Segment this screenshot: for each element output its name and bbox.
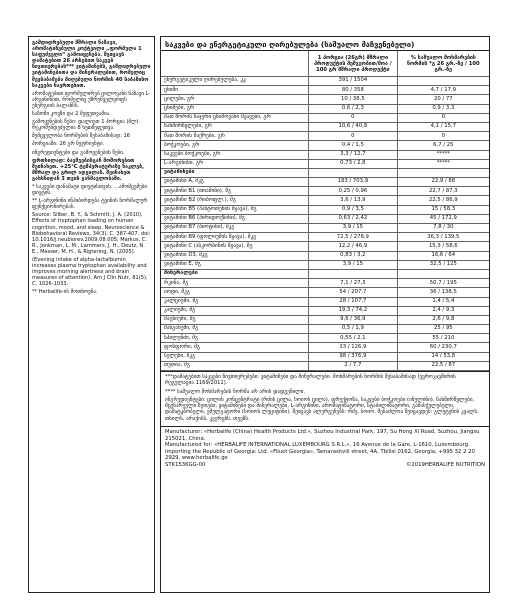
product-code: STK1536GG-00 <box>165 462 206 469</box>
nutrient-name: კალციუმი, მგ <box>161 297 309 306</box>
manufacturer-info <box>161 426 489 471</box>
table-row <box>161 251 489 260</box>
description-paragraph: * საკვები დანამატი დიეტისთვის. ...ამომცემები დიეტის. <box>32 183 147 197</box>
nutrient-name: მათ შორის ნაჯერი ცხიმოვანი მჟავები, გრ <box>161 113 309 122</box>
nutrient-value: 22,9 / 88 <box>397 178 489 187</box>
nutrient-name: ვიტამინი B6 (პირიდოქსინი), მგ <box>161 214 309 223</box>
nutrient-value: 80 / 358 <box>309 86 398 95</box>
table-row <box>161 288 489 297</box>
description-paragraph: ** Herbalife-ის მოთხოვნა. <box>32 289 98 296</box>
nutrient-value: 36 / 138,5 <box>397 288 489 297</box>
nutrient-value: 0,6 / 2,3 <box>309 104 398 113</box>
nutrient-value: ***** <box>397 150 489 159</box>
nutrient-value <box>397 269 489 278</box>
footnote: ***დამატებით საკვები ნივთიერებები: ვიტამინები და მინერალები. მოხმარების ნორმის შესაბამისად (ევროკავშირის რეგულაცია 1169/2011). <box>165 374 456 387</box>
nutrient-value <box>309 168 398 177</box>
description-paragraph: გამდიდრებული მშრალი ნაზავი, არომატიზებული კოქტეილი „ფორმულა 1 საფუძველი“ გამოიყენება. შეიცავს დამატებით 26 არსებით საკვებ ნივთიერებას*** ვიტამინებს, გამდიდრებული ვიტამინებითა და მინერალებით, რომელიც შეესაბამება მიღებული ნორმის 40 საბაზისო საკვები ნაერთებით. <box>32 40 151 89</box>
nutrient-value: 0,5 / 1,9 <box>309 325 398 334</box>
table-row <box>161 178 489 187</box>
manufacturer-line: Manufactured for: «HERBALIFE INTERNATIONAL LUXEMBOURG S.R.L.», 16 Avenue de la Gare, L-1610, Luxembourg. <box>165 442 470 449</box>
nutrient-value: 19,3 / 74,2 <box>309 306 398 315</box>
nutrient-name: მინერალები <box>161 269 309 278</box>
footnotes <box>161 371 489 426</box>
description-paragraph: არომატებით ფორმულირებ ცილოვანი ნაზავი L-არგინინით, რომელიც უზრუნველყოფს ენერგიის ბალანსს. <box>32 90 151 109</box>
description-paragraph: საზომი კოვზი და 2 შეფუთვაშია. <box>32 111 111 118</box>
table-row <box>161 361 489 370</box>
nutrient-name: ვიტამინი B2 (რიბოფლ.), მგ <box>161 196 309 205</box>
nutrient-value: 0,63 / 2,42 <box>309 214 398 223</box>
nutrient-value: 2,4 / 9,3 <box>397 306 489 315</box>
description-paragraph: Source: Silber, B. Y., & Schmitt, J. A. (2010). Effects of tryptophan loading on human cognition, mood, and sleep. Neuroscience & Biobehavioral Reviews, 34(3), C. 387-407. doi: 10.1016/j.neubiorev.2009.08.005; Markus, C. R., Jonkman, L. M., Lammers, J. H., Deutz, N. E., Messer, M. H., & Rigtering, N. (2005). <box>32 212 151 255</box>
nutrient-name: ვიტამინი A, მკგ <box>161 178 309 187</box>
nutrient-name: ვიტამინი B9 (ფოლიუმის მჟავა), მკგ <box>161 233 309 242</box>
nutrient-value: 15 / 58,3 <box>397 205 489 214</box>
copyright: ©2019HERBALIFE NUTRITION <box>406 462 485 469</box>
nutrient-value: 15,3 / 58,6 <box>397 242 489 251</box>
nutrient-value: 60 / 230,7 <box>397 343 489 352</box>
nutrient-value: 28 / 107,7 <box>309 297 398 306</box>
nutrient-name: მანგანუმი, მგ <box>161 325 309 334</box>
product-description-panel <box>28 36 155 593</box>
table-row <box>161 242 489 251</box>
description-paragraph: პორციაში: 26 გრ ნუტრიენტი. <box>32 141 105 148</box>
table-row <box>161 205 489 214</box>
nutrient-value: 45 / 172,9 <box>397 214 489 223</box>
nutrient-name: ვიტამინი D3, მკგ <box>161 251 309 260</box>
description-paragraph: (Evening intake of alpha-lactalbumin increases plasma tryptophan availability and improves morning alertness and brain measures of attention). Am J Clin Nutr, 81(5), C. 1026-1033. <box>32 257 148 288</box>
table-row <box>161 132 489 141</box>
nutrient-value: 36,3 / 139,5 <box>397 233 489 242</box>
nutrient-value: 7,1 / 27,3 <box>309 279 398 288</box>
table-row <box>161 214 489 223</box>
table-section-row <box>161 168 489 177</box>
nutrient-value: 3,6 / 13,9 <box>309 196 398 205</box>
nutrient-value: 2 / 7,7 <box>309 361 398 370</box>
nutrient-value: ***** <box>397 159 489 168</box>
nutrient-value: 16,6 / 64 <box>397 251 489 260</box>
table-row <box>161 297 489 306</box>
nutrient-name: იოდი, მკგ <box>161 288 309 297</box>
description-paragraph: გამოყენების წესი: დალიეთ 1 პორცია (მლ). რეკომენდებულია 8 ხუთშეფუთვა. <box>32 119 141 132</box>
nutrient-value: 0,9 / 3,3 <box>397 104 489 113</box>
table-row <box>161 113 489 122</box>
table-row <box>161 95 489 104</box>
nutrient-value: 33 / 126,9 <box>309 343 398 352</box>
nutrient-name: ფოსფორი, მგ <box>161 343 309 352</box>
nutrient-value <box>309 269 398 278</box>
nutrient-name: თუთია, მგ <box>161 361 309 370</box>
table-row <box>161 325 489 334</box>
nutrient-name: მათ შორის შაქრები, გრ <box>161 132 309 141</box>
table-row <box>161 77 489 86</box>
nutrient-value: 0,55 / 2,1 <box>309 334 398 343</box>
nutrient-value: 0,4 / 1,5 <box>309 141 398 150</box>
table-row <box>161 343 489 352</box>
table-row <box>161 150 489 159</box>
nutrient-value: 391 / 1504 <box>309 77 398 86</box>
description-paragraph: ** L-არგინინი ინჰიბირდება ტვინის ნორმალურ ფუნქციონირებას. <box>32 198 148 211</box>
manufacturer-line: Importing the Republic of Georgia: Ltd. «Filuet Georgia», Tamarashvili street, 4A, Tbilisi 0162, Georgia, +995 32 2 20 2929, www.herbalife.ge <box>165 448 475 462</box>
nutrient-name: სელენი, მკგ <box>161 352 309 361</box>
nutrient-value: 98 / 376,9 <box>309 352 398 361</box>
nutrient-value: 6,7 / 25 <box>397 141 489 150</box>
nutrient-value: 50,7 / 195 <box>397 279 489 288</box>
nutrient-value: 7,8 / 30 <box>397 224 489 233</box>
table-row <box>161 315 489 324</box>
nutrient-name: მაგნიუმი, მგ <box>161 315 309 324</box>
nutrient-value <box>397 168 489 177</box>
nutrition-table <box>161 51 489 371</box>
nutrient-name: საკვები ბოჭკოები, გრ <box>161 150 309 159</box>
nutrient-name: L-არგინინი, გრ <box>161 159 309 168</box>
ingredients-text: ინგრედიენტები: ცილის კონცენტრატი (რძის ცილა, სოიოს ცილა), ფრუქტოზა, საკვები ბოჭკოები (ინულინი), ნახშირწყლები, მცენარეული ზეთები, ვიტამინები და მინერალები, L-არგინინი, არომატიზატორი, სტაბილიზატორი, გამასქელებელი, დამატკბობელი, ემულგატორი (სოიოს ლეციტინი). შეიცავს ალერგენებს: რძე, სოიო. შესაძლოა შეიცავდეს: გლუტენის კვალს, თხილს, არაქისს, კვერცხს, თევზს. <box>165 396 479 422</box>
table-row <box>161 86 489 95</box>
nutrient-value: 72,5 / 278,9 <box>309 233 398 242</box>
nutrient-value: 4,1 / 15,7 <box>397 122 489 131</box>
nutrient-value: 55 / 210 <box>397 334 489 343</box>
nutrient-value: 22,5 / 86,9 <box>397 196 489 205</box>
nutrient-name: ცხიმები, გრ <box>161 104 309 113</box>
table-row <box>161 352 489 361</box>
nutrient-value: 32,5 / 125 <box>397 260 489 269</box>
nutrient-name: ვიტამინი B1 (თიამინი), მგ <box>161 187 309 196</box>
nutrient-value: 0,25 / 0,96 <box>309 187 398 196</box>
nutrient-value: 3,9 / 15 <box>309 224 398 233</box>
description-paragraph: ინგრედიენტები და გამოყენების წესი. <box>32 149 125 156</box>
nutrient-value: 54 / 207,7 <box>309 288 398 297</box>
table-row <box>161 279 489 288</box>
nutrient-name: ვიტამინი C (ასკორბინის მჟავა), მგ <box>161 242 309 251</box>
nutrient-value: 12,2 / 46,9 <box>309 242 398 251</box>
nutrient-name: ვიტამინი B7 (ბიოტინი), მკგ <box>161 224 309 233</box>
nutrient-value: 25 / 95 <box>397 325 489 334</box>
table-row <box>161 224 489 233</box>
nutrient-value: 0 <box>309 132 398 141</box>
nutrient-value: 9,6 / 36,9 <box>309 315 398 324</box>
nutrient-value: 22,7 / 87,3 <box>397 187 489 196</box>
nutrient-name: სპილენძი, მგ <box>161 334 309 343</box>
nutrient-name: რკინა, მგ <box>161 279 309 288</box>
manufacturer-line: Manufacturer: «Herbalife (China) Health Products Ltd.», Suzhou Industrial Park, 197, Su Hong Xi Road, Suzhou, Jiangsu 215021, China. <box>165 429 480 442</box>
nutrient-value: 22,5 / 87 <box>397 361 489 370</box>
header-cell <box>161 51 309 77</box>
table-row <box>161 260 489 269</box>
description-paragraph: ფრთხილად: ბავშვებისგან მოშორებით შეინახეთ. +25°C ტემპერატურაზე ნაკლებ, მშრალ და გრილ ადგილას. შეინახეთ გახსნიდან 3 თვის განმავლობაში. <box>32 157 144 182</box>
nutrient-name: კალიუმი, მგ <box>161 306 309 315</box>
nutrient-value: 10,6 / 40,8 <box>309 122 398 131</box>
nutrient-value: 0,83 / 3,2 <box>309 251 398 260</box>
nutrient-value: 0 <box>397 113 489 122</box>
table-row <box>161 334 489 343</box>
nutrient-name: ცხიმი <box>161 86 309 95</box>
description-paragraph: შემცველობა ნორმების შესაბამისად: 16 <box>32 133 131 140</box>
nutrient-name: ნახშირწყლები, გრ <box>161 122 309 131</box>
nutrient-name: ენერგეტიკული ღირებულება, კკ <box>161 77 309 86</box>
header-cell: 1 პორცია (26გრ) მშრალი პროდუქტის მეშვეობით/მოა / 100 გრ მშრალი პროდუქტი <box>309 51 398 77</box>
nutrient-value: 20 / 77 <box>397 95 489 104</box>
table-row <box>161 104 489 113</box>
table-row <box>161 159 489 168</box>
nutrient-value: 0 <box>309 113 398 122</box>
nutrient-value: 183 / 703,9 <box>309 178 398 187</box>
nutrient-value: 0,73 / 2,8 <box>309 159 398 168</box>
header-cell: % საშუალო მოხმარების ნორმის *გ 26 გრ.-ზე / 100 გრ.-ზე <box>397 51 489 77</box>
nutrient-value <box>397 77 489 86</box>
table-section-row <box>161 269 489 278</box>
nutrient-value: 3,3 / 12,7 <box>309 150 398 159</box>
nutrient-name: ვიტამინები <box>161 168 309 177</box>
table-row <box>161 141 489 150</box>
nutrient-value: 2,6 / 9,8 <box>397 315 489 324</box>
table-row <box>161 306 489 315</box>
table-row <box>161 122 489 131</box>
nutrient-value: 1,4 / 5,4 <box>397 297 489 306</box>
table-row <box>161 187 489 196</box>
nutrient-value: 3,9 / 15 <box>309 260 398 269</box>
nutrition-table-header <box>161 51 489 77</box>
nutrient-value: 4,7 / 17,9 <box>397 86 489 95</box>
table-row <box>161 196 489 205</box>
nutrient-name: ვიტამინი E, მგ <box>161 260 309 269</box>
nutrition-panel <box>160 36 490 593</box>
nutrition-table-title: საკვები და ენერგეტიკული ღირებულება (საშუალო მაჩვენებელი) <box>161 37 489 51</box>
nutrient-name: ვიტამინი B5 (პანტოთენის მჟავა), მგ <box>161 205 309 214</box>
table-row <box>161 233 489 242</box>
nutrient-name: ბოჭკოები, გრ <box>161 141 309 150</box>
footnote: **** საშუალო მოხმარების ნორმა არ არის დადგენილი. <box>165 388 306 395</box>
nutrient-value: 10 / 38,5 <box>309 95 398 104</box>
nutrient-value: 0 <box>397 132 489 141</box>
nutrient-value: 0,9 / 3,5 <box>309 205 398 214</box>
nutrient-name: ცილები, გრ <box>161 95 309 104</box>
nutrient-value: 14 / 53,8 <box>397 352 489 361</box>
